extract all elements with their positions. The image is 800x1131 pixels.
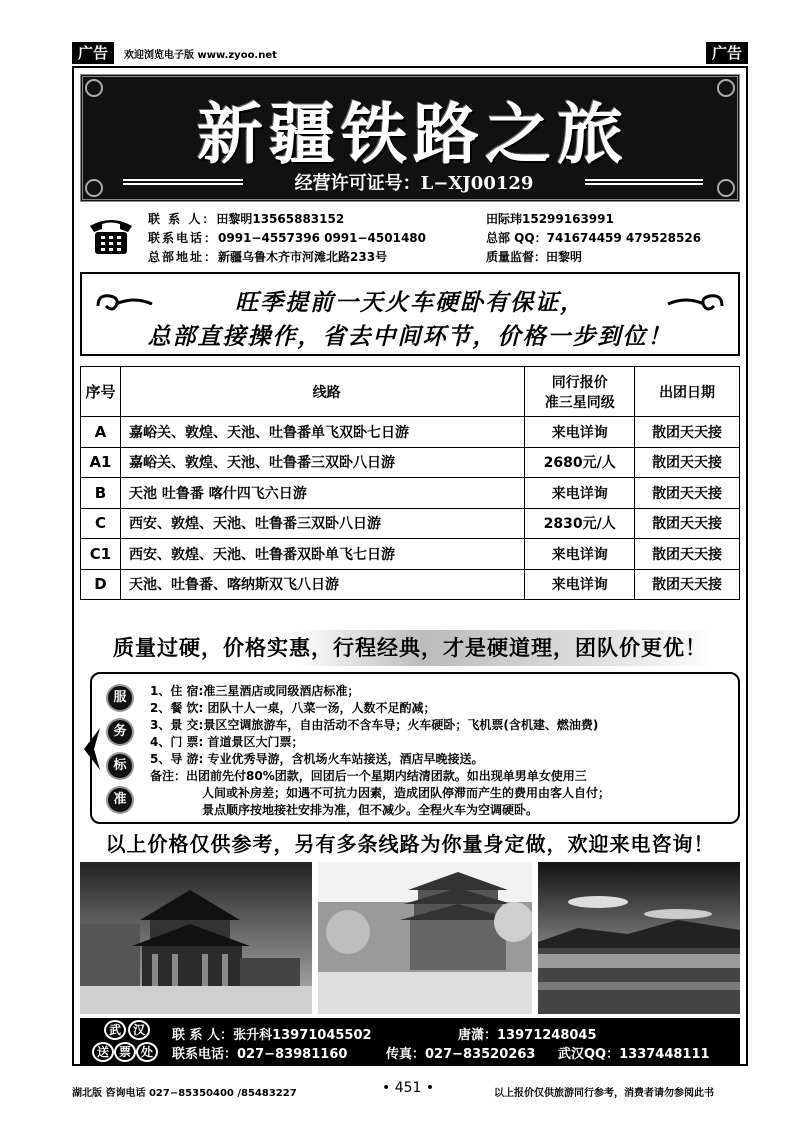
row-route: 嘉峪关、敦煌、天池、吐鲁番三双卧八日游 [120, 447, 524, 478]
contact-address [148, 248, 387, 265]
edition-hotline: 湖北版 咨询电话 027−85350400 /85483227 [72, 1088, 297, 1099]
footer-fax [386, 1043, 535, 1062]
contact-phone-label: 联系电话： [148, 231, 219, 245]
service-badge: 服 [108, 686, 132, 710]
ad-tag-right: 广告 [706, 42, 748, 64]
contact-quality-label: 质量监督： [486, 250, 547, 264]
photo-mogao-caves [318, 862, 532, 1014]
service-badge: 标 [108, 754, 132, 778]
contact-phone [148, 229, 426, 246]
footer-qq-value: 1337448111 [619, 1047, 710, 1062]
row-code: C [81, 508, 121, 539]
pavilion-photo-icon [80, 862, 312, 1014]
service-badge: 务 [108, 720, 132, 744]
ad-tag-left: 广告 [72, 42, 114, 64]
service-item: 4、门 票: 首道景区大门票； [150, 735, 304, 749]
page-number: • 451 • [382, 1080, 435, 1096]
contact-person-value: 田黎明13565883152 [216, 212, 345, 226]
row-date: 散团天天接 [635, 478, 740, 509]
row-code: B [81, 478, 121, 509]
row-price: 来电详询 [525, 417, 635, 448]
contact-qq-value: 741674459 479528526 [546, 231, 702, 245]
contact-quality-value: 田黎明 [546, 250, 583, 264]
contact-address-value: 新疆乌鲁木齐市河滩北路233号 [218, 250, 388, 264]
speaker-arrow-icon [80, 726, 102, 772]
table-header-row [81, 367, 740, 417]
license-number: 经营许可证号：L−XJ00129 [294, 173, 534, 194]
contact-block [80, 208, 740, 266]
contact-person-label: 联 系 人： [148, 212, 217, 226]
row-code: C1 [81, 539, 121, 570]
contact-phone-value: 0991−4557396 0991−4501480 [218, 231, 426, 245]
service-item: 5、导 游: 专业优秀导游，含机场火车站接送，酒店早晚接送。 [150, 752, 484, 766]
divider [123, 179, 243, 185]
slogan-box [80, 272, 740, 356]
col-price-header [525, 367, 635, 417]
col-price-header-line2: 准三星同级 [544, 394, 615, 411]
footer-qq [558, 1043, 710, 1062]
wuhan-ticket-office [86, 1020, 156, 1062]
service-item: 3、景 交:景区空调旅游车，自由活动不含车导；火车硬卧；飞机票(含机建、燃油费) [150, 718, 599, 732]
footer-person-value: 张升科13971045502 [233, 1028, 372, 1043]
service-note: 景点顺序按地接社安排为准，但不减少。全程火车为空调硬卧。 [202, 803, 539, 817]
reference-notice: 以上价格仅供参考，另有多条线路为你量身定做，欢迎来电咨询！ [105, 832, 715, 856]
table-row [81, 447, 740, 478]
row-price: 2830元/人 [525, 508, 635, 539]
row-date: 散团天天接 [635, 508, 740, 539]
service-item: 1、住 宿:准三星酒店或同级酒店标准； [150, 684, 360, 698]
row-date: 散团天天接 [635, 539, 740, 570]
footer-phone [172, 1043, 347, 1062]
row-route: 西安、敦煌、天池、吐鲁番双卧单飞七日游 [120, 539, 524, 570]
row-price: 来电详询 [525, 569, 635, 600]
wuhan-badge: 送 [92, 1042, 114, 1062]
row-price: 来电详询 [525, 539, 635, 570]
table-row [81, 478, 740, 509]
footer-person-label: 联 系 人： [172, 1028, 234, 1043]
disclaimer: 以上报价仅供旅游同行参考，消费者请勿参阅此书 [494, 1088, 714, 1099]
row-date: 散团天天接 [635, 569, 740, 600]
footer-phone-value: 027−83981160 [237, 1047, 348, 1062]
wuhan-badge: 汉 [128, 1020, 150, 1040]
footer-tang-label: 唐潇： [458, 1028, 498, 1043]
contact-address-label: 总部地址： [148, 250, 219, 264]
contact-qq-label: 总部 QQ： [486, 231, 547, 245]
slogan-line-2: 总部直接操作，省去中间环节，价格一步到位！ [147, 324, 673, 350]
row-date: 散团天天接 [635, 447, 740, 478]
telephone-icon [86, 212, 136, 258]
row-price: 来电详询 [525, 478, 635, 509]
footer-fax-label: 传真： [386, 1047, 426, 1062]
contact-person [148, 210, 344, 227]
license-bar [123, 169, 703, 194]
col-date-header: 出团日期 [635, 367, 740, 417]
footer-tang [458, 1024, 597, 1043]
col-route-header: 线路 [120, 367, 524, 417]
contact-quality [486, 248, 582, 265]
title-banner [80, 74, 740, 202]
footer-fax-value: 027−83520263 [425, 1047, 536, 1062]
contact-person-2: 田际玮15299163991 [486, 212, 614, 226]
service-item: 2、餐 饮: 团队十人一桌，八菜一汤，人数不足酌减； [150, 701, 436, 715]
row-route: 西安、敦煌、天池、吐鲁番三双卧八日游 [120, 508, 524, 539]
contact-qq [486, 229, 701, 246]
wuhan-badge: 处 [136, 1042, 158, 1062]
service-note: 备注：出团前先付80%团款，回团后一个星期内结清团款。如出现单男单女使用三 [150, 769, 587, 783]
row-price: 2680元/人 [525, 447, 635, 478]
service-badge: 准 [108, 788, 132, 812]
quality-slogan [80, 628, 740, 668]
row-code: A [81, 417, 121, 448]
service-note: 人间或补房差；如遇不可抗力因素，造成团队停滞而产生的费用由客人自付； [202, 786, 611, 800]
corner-ornament-icon [717, 179, 735, 197]
temple-photo-icon [318, 862, 532, 1014]
slogan-line-1: 旺季提前一天火车硬卧有保证， [235, 290, 585, 316]
photo-jiayuguan-tower [80, 862, 312, 1014]
page-title: 新疆铁路之旅 [197, 96, 629, 173]
row-date: 散团天天接 [635, 417, 740, 448]
row-code: A1 [81, 447, 121, 478]
photo-lake-landscape [538, 862, 740, 1014]
col-code-header: 序号 [81, 367, 121, 417]
wuhan-badge: 票 [114, 1042, 136, 1062]
table-row [81, 417, 740, 448]
row-route: 嘉峪关、敦煌、天池、吐鲁番单飞双卧七日游 [120, 417, 524, 448]
footer-phone-label: 联系电话： [172, 1047, 238, 1062]
footer-qq-label: 武汉QQ： [558, 1047, 620, 1062]
table-row [81, 508, 740, 539]
service-standards [90, 672, 740, 824]
routes-table [80, 366, 740, 600]
col-price-header-line1: 同行报价 [551, 374, 608, 391]
row-code: D [81, 569, 121, 600]
quality-text: 质量过硬，价格实惠，行程经典，才是硬道理，团队价更优！ [113, 636, 707, 660]
lake-photo-icon [538, 862, 740, 1014]
footer-tang-value: 13971248045 [497, 1028, 597, 1043]
row-route: 天池、吐鲁番、喀纳斯双飞八日游 [120, 569, 524, 600]
wuhan-contact-box [80, 1018, 740, 1064]
row-route: 天池 吐鲁番 喀什四飞六日游 [120, 478, 524, 509]
site-url[interactable]: 欢迎浏览电子版 www.zyoo.net [124, 50, 277, 61]
corner-ornament-icon [85, 179, 103, 197]
footer-contact-person [172, 1024, 372, 1043]
divider [585, 179, 703, 185]
table-row [81, 569, 740, 600]
wuhan-badge: 武 [104, 1020, 126, 1040]
table-row [81, 539, 740, 570]
